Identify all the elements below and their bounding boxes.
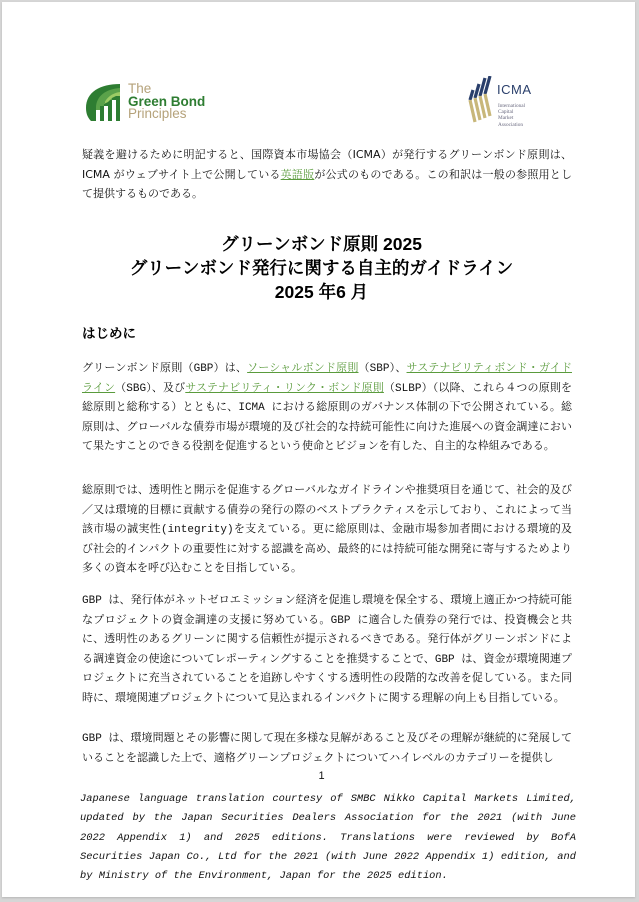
- page-number: 1: [318, 770, 325, 782]
- document-date: 2025 年6 月: [274, 282, 369, 302]
- document-page: [2, 2, 635, 897]
- english-version-link[interactable]: 英語版: [280, 167, 315, 181]
- gbp-logo-line3: Principles: [128, 106, 187, 122]
- disclaimer-text: 疑義を避けるために明記すると、国際資本市場協会（ICMA）が発行するグリーンボンド原則は、ICMA がウェブサイト上で公開している: [82, 148, 572, 181]
- icma-subtitle: [498, 103, 525, 128]
- leaf-logo-icon: [82, 82, 122, 122]
- icma-sub-line: International: [498, 103, 526, 109]
- translation-footnote: Japanese language translation courtesy of SMBC Nikko Capital Markets Limited, updated by the Japan Securities Dealers Association for the 2021 (with June 2022 Appendix 1) and 2025 editions. Translations were reviewed by BofA Securities Japan Co., Ltd for the 2021 (with June 2022 Appendix 1) edition, and by Ministry of the Environment, Japan for the 2025 edition.: [80, 793, 576, 883]
- icma-sub-line: Association: [498, 121, 524, 128]
- icma-logo: [466, 72, 534, 140]
- paragraph-3: GBP は、発行体がネットゼロエミッション経済を促進し環境を保全する、環境上適正かつ持続可能なプロジェクトの資金調達の支援に努めている。GBP に適合した債券の発行では、投資機会と共に、透明性のあるグリーンに関する信頼性が提示されるべきである。発行体がグリーンボンドによる調達資金の使途についてレポーティングすることを推奨することで、GBP は、資金が環境関連プロジェクトに充当されていることを追跡しやすくする透明性の段階的な改善を促している。また同時に、環境関連プロジェクトについて見込まれるインパクトに関する理解の向上も目指している。: [82, 595, 572, 705]
- paragraph-text: （SBG）、及び: [115, 382, 186, 395]
- paragraph-text: （SBP）、: [358, 363, 407, 375]
- disclaimer-text: が公式のものである。この和訳は一般の参照用として提供するものである。: [82, 167, 573, 200]
- icma-bars-icon: [466, 76, 496, 132]
- gbp-logo-line1: The: [128, 81, 152, 97]
- document-title: グリーンボンド原則 2025: [221, 234, 422, 254]
- disclaimer-paragraph: [82, 145, 572, 204]
- icma-sub-line: Market: [498, 115, 514, 122]
- document-subtitle: グリーンボンド発行に関する自主的ガイドライン: [129, 258, 514, 278]
- green-bond-principles-logo: [82, 82, 205, 122]
- paragraph-text: グリーンボンド原則（GBP）は、: [82, 363, 248, 375]
- paragraph-2: 総原則では、透明性と開示を促進するグローバルなガイドラインや推奨項目を通じて、社会的及び／又は環境的目標に貢献する債券の発行の際のベストプラクティスを示しており、これによって当該市場の誠実性(integrity)を支えている。更に総原則は、金融市場参加者間における環境的及び社会的インパクトの重要性に対する認識を高め、最終的には持続可能な開発に寄与するためより多くの資本を呼び込むことを目指している。: [82, 485, 572, 575]
- paragraph-4: GBP は、環境問題とその影響に関して現在多様な見解があること及びその理解が継続的に発展していることを認識した上で、適格グリーンプロジェクトについてハイレベルのカテゴリーを提供し: [82, 733, 572, 765]
- sustainability-linked-bond-principles-link[interactable]: サステナビリティ・リンク・ボンド原則: [185, 382, 384, 395]
- social-bond-principles-link[interactable]: ソーシャルボンド原則: [247, 363, 359, 375]
- icma-sub-line: Capital: [498, 109, 514, 116]
- section-heading-introduction: はじめに: [82, 326, 136, 342]
- paragraph-text: （SLBP）（以降、これら４つの原則を総原則と総称する）とともに、ICMA における総原則のガバナンス体制の下で公開されている。総原則は、グローバルな債券市場が環境的及び社会的な持続可能性に向けた進展への資金調達において果たすことのできる役割を促進するという使命とビジョンを有した、自主的な枠組みである。: [82, 382, 572, 453]
- paragraph-1: [82, 360, 572, 458]
- icma-wordmark: ICMA: [497, 82, 532, 97]
- gbp-logo-line2: Green Bond: [128, 93, 206, 109]
- sustainability-bond-guidelines-link[interactable]: サステナビリティボンド・ガイドライン: [82, 363, 572, 395]
